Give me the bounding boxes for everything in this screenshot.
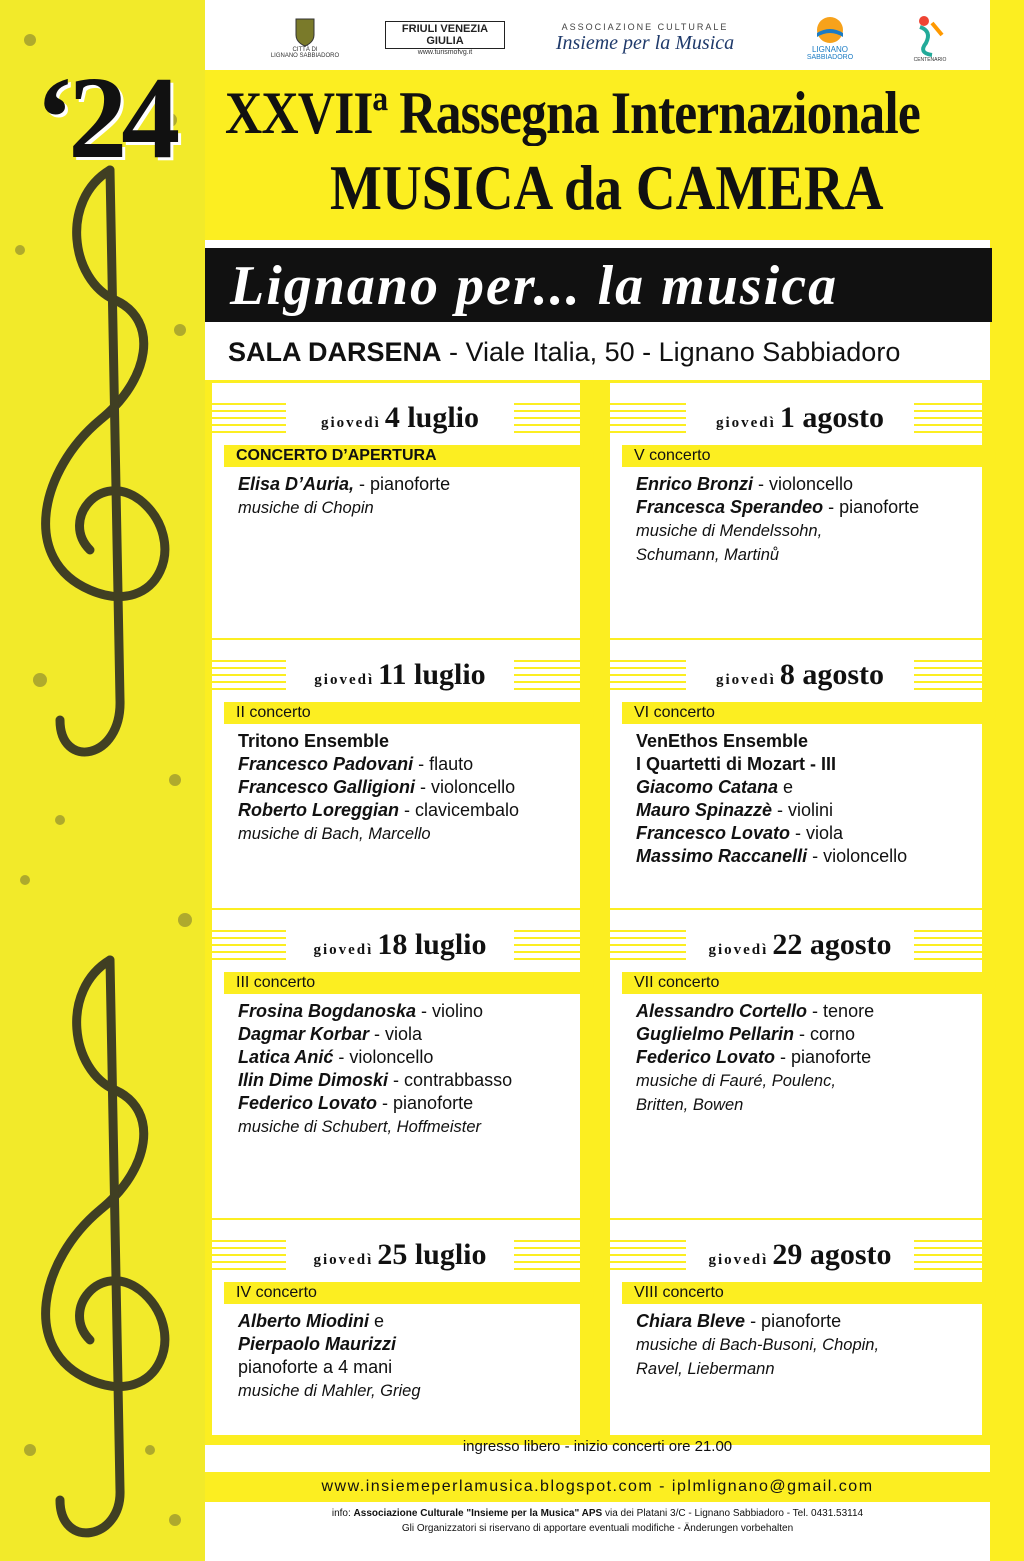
concert-label: V concerto	[622, 445, 996, 467]
performer-line	[636, 1000, 874, 1023]
instrument: - viola	[369, 1024, 423, 1044]
entry-info: ingresso libero - inizio concerti ore 21.00	[462, 1438, 733, 1455]
instrument: - pianoforte	[823, 497, 920, 517]
fvg-url: www.turismofvg.it	[417, 48, 473, 56]
weekday: giovedì	[313, 1252, 374, 1268]
performer-line	[636, 519, 919, 543]
performer-line	[238, 1023, 512, 1046]
concert-date	[286, 658, 514, 692]
info-note: Gli Organizzatori si riservano di apportare eventuali modifiche - Änderungen vorbehalten	[401, 1523, 794, 1534]
title-line-1: XXVIIª Rassegna Internazionale	[225, 80, 920, 146]
concert-date	[286, 928, 514, 962]
coat-of-arms-icon	[294, 17, 316, 47]
centenario-text: CENTENARIO	[913, 57, 947, 63]
performer-name: Alberto Miodini	[238, 1311, 369, 1331]
weekday: giovedì	[313, 942, 374, 958]
sun-logo-icon	[815, 15, 845, 45]
concert-body	[636, 1000, 874, 1117]
performer-line	[238, 822, 519, 846]
programme-note: musiche di Chopin	[238, 499, 374, 517]
performer-name: Federico Lovato	[636, 1047, 776, 1067]
concert-body	[238, 1310, 421, 1403]
instrument: - clavicembalo	[399, 800, 520, 820]
performer-line	[238, 1333, 421, 1356]
performer-line	[636, 776, 907, 799]
instrument: - violoncello	[807, 846, 908, 866]
programme-note: Ravel, Liebermann	[636, 1360, 775, 1378]
performer-line	[238, 1310, 421, 1333]
instrument: - pianoforte	[377, 1093, 474, 1113]
performer-line	[238, 496, 450, 520]
instrument: pianoforte a 4 mani	[238, 1357, 393, 1377]
concert-body	[636, 730, 907, 868]
performer-line	[636, 1333, 879, 1357]
instrument: - violini	[772, 800, 834, 820]
performer-line	[636, 822, 907, 845]
lignano-sub: SABBIADORO	[806, 54, 854, 61]
concert-label: IV concerto	[224, 1282, 594, 1304]
info-block	[205, 1506, 990, 1536]
date-number: 4 luglio	[384, 401, 480, 434]
concert-date	[286, 1238, 514, 1272]
performer-name: Alessandro Cortello	[636, 1001, 808, 1021]
performer-line	[636, 1069, 874, 1093]
performer-name: Enrico Bronzi	[636, 474, 754, 494]
programme-note: Schumann, Martinů	[636, 546, 780, 564]
associazione-logo	[545, 6, 745, 70]
performer-line	[636, 1093, 874, 1117]
performer-name: Ilin Dime Dimoski	[238, 1070, 389, 1090]
associazione-sub: Insieme per la Musica	[555, 31, 735, 54]
concert-body	[238, 1000, 512, 1139]
performer-name: Frosina Bogdanoska	[238, 1001, 417, 1021]
title-line-2: MUSICA da CAMERA	[330, 152, 884, 223]
performer-line	[238, 473, 450, 496]
instrument: - violoncello	[333, 1047, 434, 1067]
performer-name: Francesco Lovato	[636, 823, 791, 843]
performer-name: Roberto Loreggian	[238, 800, 399, 820]
treble-clef-icon	[0, 0, 205, 1561]
associazione-text: ASSOCIAZIONE CULTURALE	[561, 21, 729, 32]
weekday: giovedì	[715, 415, 776, 431]
instrument: - corno	[794, 1024, 856, 1044]
performer-line	[636, 845, 907, 868]
concert-label: II concerto	[224, 702, 594, 724]
venue-name: SALA DARSENA	[228, 337, 442, 367]
performer-line	[636, 543, 919, 567]
performer-line	[238, 1069, 512, 1092]
performer-line	[636, 1046, 874, 1069]
performer-name: Francesca Sperandeo	[636, 497, 824, 517]
concert-label: III concerto	[224, 972, 594, 994]
performer-line	[636, 1023, 874, 1046]
ensemble-name: Tritono Ensemble	[238, 731, 390, 751]
venue-line	[228, 334, 900, 370]
sponsor-logos	[260, 6, 980, 70]
concert-body	[636, 473, 919, 567]
venue-address: - Viale Italia, 50 - Lignano Sabbiadoro	[441, 337, 901, 367]
performer-name: Mauro Spinazzè	[636, 800, 773, 820]
citta-lignano-logo	[270, 6, 340, 70]
performer-line	[238, 730, 519, 753]
citta-lignano-text: CITTÀ DI LIGNANO SABBIADORO	[270, 47, 340, 59]
performer-name: Giacomo Catana	[636, 777, 779, 797]
performer-line	[636, 496, 919, 519]
performer-name: Latica Anić	[238, 1047, 334, 1067]
right-yellow-bar	[990, 0, 1024, 1561]
performer-line	[238, 1092, 512, 1115]
concert-date	[686, 928, 914, 962]
programme-note: musiche di Schubert, Hoffmeister	[238, 1118, 482, 1136]
performer-name: Chiara Bleve	[636, 1311, 746, 1331]
weekday: giovedì	[320, 415, 381, 431]
sand-strip	[0, 0, 205, 1561]
instrument: - violoncello	[415, 777, 516, 797]
concert-body	[238, 730, 519, 846]
concert-date	[686, 1238, 914, 1272]
performer-line	[238, 1356, 421, 1379]
programme-note: musiche di Bach-Busoni, Chopin,	[636, 1336, 880, 1354]
date-number: 22 agosto	[772, 928, 892, 961]
concert-label: VII concerto	[622, 972, 996, 994]
programme-note: musiche di Mendelssohn,	[636, 522, 823, 540]
performer-name: Dagmar Korbar	[238, 1024, 370, 1044]
date-number: 1 agosto	[779, 401, 884, 434]
performer-line	[636, 753, 907, 776]
date-number: 11 luglio	[378, 658, 486, 691]
subtitle: Lignano per... la musica	[230, 255, 839, 317]
performer-line	[238, 1046, 512, 1069]
performer-line	[238, 776, 519, 799]
performer-name: Francesco Padovani	[238, 754, 414, 774]
date-number: 8 agosto	[779, 658, 884, 691]
performer-line	[636, 1310, 879, 1333]
performer-name: Guglielmo Pellarin	[636, 1024, 795, 1044]
performer-name: Francesco Galligioni	[238, 777, 416, 797]
instrument: - flauto	[413, 754, 474, 774]
weekday: giovedì	[314, 672, 375, 688]
instrument: - contrabbasso	[388, 1070, 513, 1090]
ensemble-name: VenEthos Ensemble	[636, 731, 809, 751]
instrument: e	[368, 1311, 384, 1331]
lignano-text: LIGNANO	[811, 45, 848, 54]
centenario-logo	[900, 6, 960, 70]
concert-date	[286, 401, 514, 435]
instrument: - violino	[416, 1001, 484, 1021]
performer-line	[636, 730, 907, 753]
programme-note: musiche di Mahler, Grieg	[238, 1382, 421, 1400]
performer-line	[238, 1115, 512, 1139]
performer-line	[238, 1379, 421, 1403]
instrument: - pianoforte	[354, 474, 451, 494]
info-address: via dei Platani 3/C - Lignano Sabbiadoro - Tel. 0431.53114	[602, 1508, 864, 1519]
performer-name: Federico Lovato	[238, 1093, 378, 1113]
info-line	[205, 1506, 990, 1521]
weekday: giovedì	[715, 672, 776, 688]
performer-line	[636, 799, 907, 822]
weekday: giovedì	[708, 942, 769, 958]
concert-date	[686, 658, 914, 692]
fvg-text: FRIULI VENEZIA GIULIA	[385, 21, 505, 49]
programme-note: musiche di Fauré, Poulenc,	[636, 1072, 836, 1090]
performer-name: Massimo Raccanelli	[636, 846, 808, 866]
instrument: - pianoforte	[775, 1047, 872, 1067]
performer-line	[238, 753, 519, 776]
date-number: 25 luglio	[377, 1238, 487, 1271]
performer-name: Pierpaolo Maurizzi	[238, 1334, 397, 1354]
instrument: - pianoforte	[745, 1311, 842, 1331]
performer-line	[238, 1000, 512, 1023]
instrument: e	[778, 777, 794, 797]
fvg-logo	[385, 6, 505, 70]
lignano-gestioni-logo	[800, 6, 860, 70]
concert-label: VI concerto	[622, 702, 996, 724]
concert-label: VIII concerto	[622, 1282, 996, 1304]
performer-name: Elisa D’Auria,	[238, 474, 355, 494]
concert-body	[636, 1310, 879, 1381]
info-prefix: info:	[331, 1508, 354, 1519]
instrument: - violoncello	[753, 474, 854, 494]
concert-label: CONCERTO D’APERTURA	[224, 445, 594, 467]
programme-note: musiche di Bach, Marcello	[238, 825, 431, 843]
date-number: 29 agosto	[772, 1238, 892, 1271]
date-number: 18 luglio	[377, 928, 487, 961]
instrument: - tenore	[807, 1001, 875, 1021]
concert-date	[686, 401, 914, 435]
web-contacts: www.insiemeperlamusica.blogspot.com - iplmlignano@gmail.com	[205, 1472, 990, 1502]
info-assoc: Associazione Culturale "Insieme per la Musica" APS	[353, 1508, 603, 1519]
instrument: - viola	[790, 823, 844, 843]
centenario-figure-icon	[912, 13, 948, 57]
performer-line	[636, 473, 919, 496]
performer-line	[636, 1357, 879, 1381]
concert-body	[238, 473, 450, 520]
weekday: giovedì	[708, 1252, 769, 1268]
performer-line	[238, 799, 519, 822]
year-badge: ‘24	[35, 52, 175, 183]
programme-note: Britten, Bowen	[636, 1096, 744, 1114]
ensemble-name: I Quartetti di Mozart - III	[636, 754, 837, 774]
